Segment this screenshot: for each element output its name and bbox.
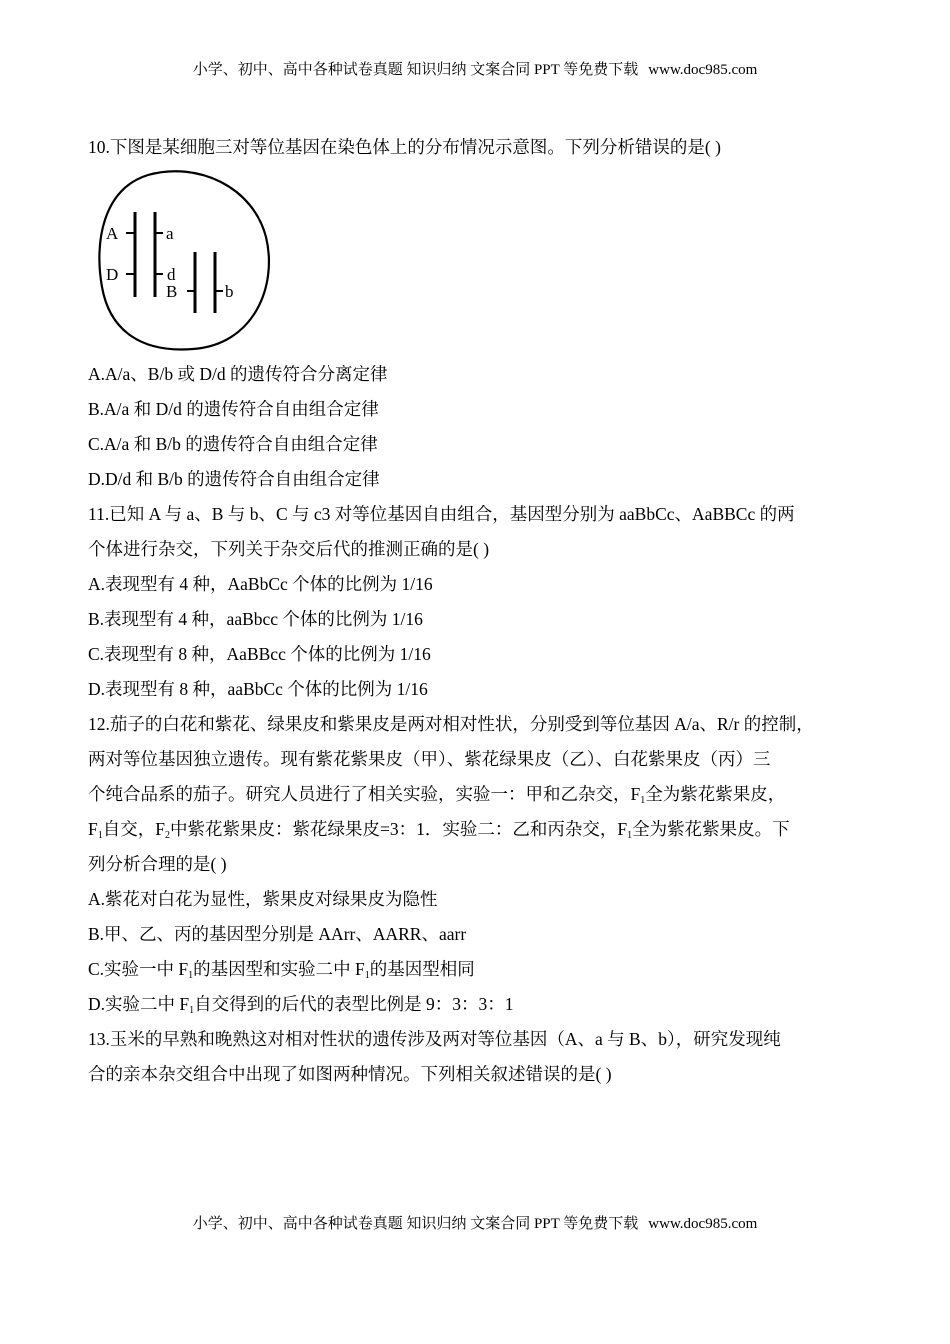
q12-option-d [88,987,878,1022]
footer-text: 小学、初中、高中各种试卷真题 知识归纳 文案合同 PPT 等免费下载 [192,1216,639,1232]
chromosome-diagram [88,167,288,357]
header-url[interactable]: www.doc985.com [648,62,758,78]
text: 全为紫花紫果皮， [645,784,786,804]
subscript: 1 [627,830,633,841]
allele-b-label: b [225,282,234,301]
q11-stem-line1: 11.已知 A 与 a、B 与 b、C 与 c3 对等位基因自由组合，基因型分别为 aaBbCc、AaBBCc 的两 [88,504,795,524]
text: 的基因型相同 [369,959,475,979]
q12-option-b: B.甲、乙、丙的基因型分别是 AArr、AARR、aarr [88,924,467,944]
subscript: 1 [97,830,103,841]
allele-B-label: B [166,282,178,301]
cell-chromosome-figure [88,167,288,357]
q11-option-b: B.表现型有 4 种，aaBbcc 个体的比例为 1/16 [88,609,423,629]
q12-stem-line3 [88,777,878,812]
q10-option-c: C.A/a 和 B/b 的遗传符合自由组合定律 [88,434,378,454]
text: 全为紫花紫果皮。下 [632,819,790,839]
allele-d-label: d [167,265,176,284]
text: C.实验一中 F [88,959,189,979]
q12-stem-line4 [88,812,878,847]
q10-stem: 10.下图是某细胞三对等位基因在染色体上的分布情况示意图。下列分析错误的是( ) [88,137,721,157]
q12-option-c [88,952,878,987]
text: 的基因型和实验二中 F [193,959,365,979]
subscript: 1 [640,795,646,806]
q12-option-a: A.紫花对白花为显性，紫果皮对绿果皮为隐性 [88,889,438,909]
text: 自交，F [102,819,165,839]
q10-option-a: A.A/a、B/b 或 D/d 的遗传符合分离定律 [88,364,388,384]
q12-stem-line2: 两对等位基因独立遗传。现有紫花紫果皮（甲）、紫花绿果皮（乙）、白花紫果皮（丙）三 [88,749,771,769]
subscript: 1 [189,1005,195,1016]
q11-stem-line2: 个体进行杂交，下列关于杂交后代的推测正确的是( ) [88,539,490,559]
q12-stem-line1: 12.茄子的白花和紫花、绿果皮和紫果皮是两对相对性状，分别受到等位基因 A/a、R/r 的控制， [88,714,814,734]
footer-url[interactable]: www.doc985.com [648,1216,758,1232]
allele-a-label: a [166,224,174,243]
allele-D-label: D [106,265,119,284]
allele-A-label: A [106,224,119,243]
text: F [88,819,98,839]
text: D.实验二中 F [88,994,190,1014]
subscript: 2 [164,830,170,841]
text: 个纯合品系的茄子。研究人员进行了相关实验，实验一：甲和乙杂交，F [88,784,641,804]
question-12 [88,707,878,1022]
q13-stem-line1: 13.玉米的早熟和晚熟这对相对性状的遗传涉及两对等位基因（A、a 与 B、b），研究发现纯 [88,1029,781,1049]
question-13 [88,1022,878,1092]
document-body [88,130,878,1092]
q13-stem-line2: 合的亲本杂交组合中出现了如图两种情况。下列相关叙述错误的是( ) [88,1064,612,1084]
q11-option-c: C.表现型有 8 种，AaBBcc 个体的比例为 1/16 [88,644,431,664]
page-header [0,58,950,79]
text: 自交得到的后代的表型比例是 9：3：3：1 [194,994,514,1014]
q10-option-d: D.D/d 和 B/b 的遗传符合自由组合定律 [88,469,380,489]
q11-option-d: D.表现型有 8 种，aaBbCc 个体的比例为 1/16 [88,679,428,699]
header-text: 小学、初中、高中各种试卷真题 知识归纳 文案合同 PPT 等免费下载 [192,62,639,78]
subscript: 1 [364,970,370,981]
subscript: 1 [188,970,194,981]
q10-option-b: B.A/a 和 D/d 的遗传符合自由组合定律 [88,399,379,419]
question-11 [88,497,878,707]
text: 中紫花紫果皮：紫花绿果皮=3：1．实验二：乙和丙杂交，F [169,819,628,839]
q11-option-a: A.表现型有 4 种，AaBbCc 个体的比例为 1/16 [88,574,433,594]
q12-stem-line5: 列分析合理的是( ) [88,854,227,874]
page-footer [0,1212,950,1233]
question-10 [88,130,878,497]
